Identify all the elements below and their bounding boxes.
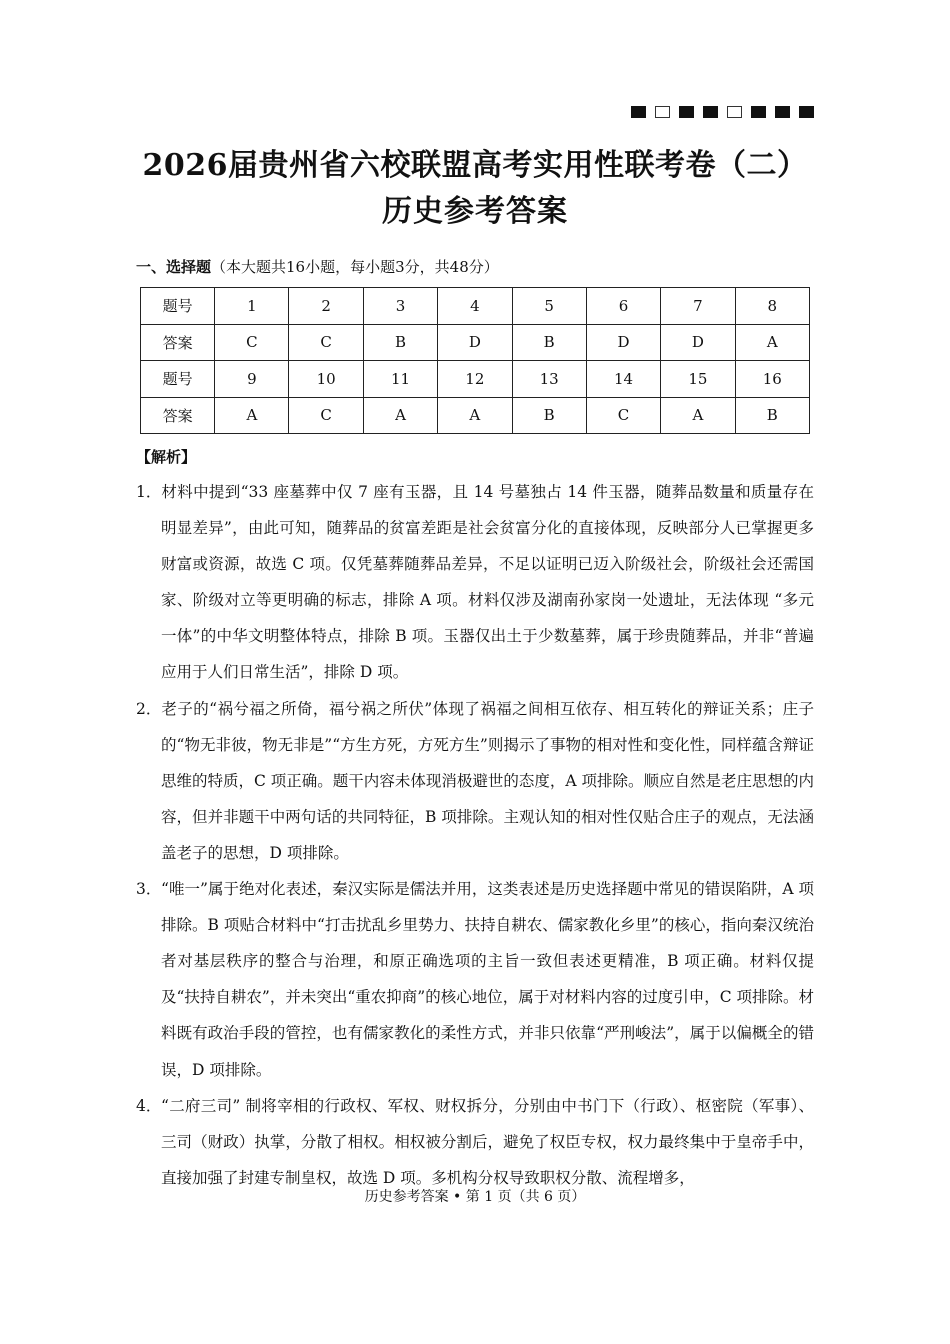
answer-table-cell: B <box>735 397 809 434</box>
filled-square-icon <box>703 106 718 118</box>
answer-table-row-label: 题号 <box>141 288 215 325</box>
answer-table-row-label: 答案 <box>141 397 215 434</box>
answer-table-cell: B <box>512 324 586 361</box>
analysis-item <box>136 871 814 1088</box>
answer-table-row <box>141 288 810 325</box>
answer-table-cell: C <box>586 397 660 434</box>
answer-table-cell: C <box>215 324 289 361</box>
analysis-item-text: 材料中提到“33 座墓葬中仅 7 座有玉器，且 14 号墓独占 14 件玉器，随葬品数量和质量存在明显差异”，由此可知，随葬品的贫富差距是社会贫富分化的直接体现，反映部分人已掌握更多财富或资源，故选 C 项。仅凭墓葬随葬品差异，不足以证明已迈入阶级社会，阶级社会还需国家、阶级对立等更明确的标志，排除 A 项。材料仅涉及湖南孙家岗一处遗址，无法体现 “多元一体”的中华文明整体特点，排除 B 项。玉器仅出土于少数墓葬，属于珍贵随葬品，并非“普遍应用于人们日常生活”，排除 D 项。 <box>161 483 814 682</box>
analysis-item <box>136 691 814 871</box>
filled-square-icon <box>679 106 694 118</box>
answer-table-cell: A <box>438 397 512 434</box>
answer-table-row-label: 答案 <box>141 324 215 361</box>
answer-table-cell: 4 <box>438 288 512 325</box>
answer-table-row <box>141 361 810 398</box>
analysis-item-text: “唯一”属于绝对化表述，秦汉实际是儒法并用，这类表述是历史选择题中常见的错误陷阱，A 项排除。B 项贴合材料中“打击扰乱乡里势力、扶持自耕农、儒家教化乡里”的核心，指向秦汉统治者对基层秩序的整合与治理，和原正确选项的主旨一致但表述更精准，B 项正确。材料仅提及“扶持自耕农”，并未突出“重农抑商”的核心地位，属于对材料内容的过度引申，C 项排除。材料既有政治手段的管控，也有儒家教化的柔性方式，并非只依靠“严刑峻法”，属于以偏概全的错误，D 项排除。 <box>161 880 814 1079</box>
analysis-list <box>136 474 814 1196</box>
section-heading <box>136 256 499 277</box>
answer-table-cell: A <box>215 397 289 434</box>
answer-table-cell: 2 <box>289 288 363 325</box>
answer-table-cell: 1 <box>215 288 289 325</box>
page-title: 历史参考答案 <box>382 194 568 229</box>
analysis-item-number: 2． <box>136 699 162 718</box>
section-heading-label: 一、选择题 <box>136 258 212 276</box>
answer-table-cell: 7 <box>661 288 735 325</box>
answer-table-cell: B <box>363 324 437 361</box>
answer-table-cell: A <box>735 324 809 361</box>
answer-table <box>140 287 810 434</box>
filled-square-icon <box>631 106 646 118</box>
answer-table-cell: 14 <box>586 361 660 398</box>
analysis-item-number: 3． <box>136 880 162 899</box>
filled-square-icon <box>775 106 790 118</box>
answer-table-cell: C <box>289 324 363 361</box>
answer-table-cell: 16 <box>735 361 809 398</box>
answer-table-cell: 11 <box>363 361 437 398</box>
empty-square-icon <box>655 106 670 118</box>
answer-table-cell: D <box>661 324 735 361</box>
analysis-item-text: 老子的“祸兮福之所倚，福兮祸之所伏”体现了祸福之间相互依存、相互转化的辩证关系；庄子的“物无非彼，物无非是”“方生方死，方死方生”则揭示了事物的相对性和变化性，同样蕴含辩证思维的特质，C 项正确。题干内容未体现消极避世的态度，A 项排除。顺应自然是老庄思想的内容，但并非题干中两句话的共同特征，B 项排除。主观认知的相对性仅贴合庄子的观点，无法涵盖老子的思想，D 项排除。 <box>161 699 814 862</box>
answer-table-cell: D <box>438 324 512 361</box>
answer-table-cell: 12 <box>438 361 512 398</box>
answer-table-row <box>141 397 810 434</box>
answer-table-cell: 8 <box>735 288 809 325</box>
section-heading-note: （本大题共16小题，每小题3分，共48分） <box>211 258 499 276</box>
answer-table-row-label: 题号 <box>141 361 215 398</box>
answer-table-cell: A <box>363 397 437 434</box>
answer-table-cell: 15 <box>661 361 735 398</box>
answer-table-cell: 10 <box>289 361 363 398</box>
answer-table-cell: 6 <box>586 288 660 325</box>
exam-title: 2026届贵州省六校联盟高考实用性联考卷（二） <box>142 148 808 183</box>
empty-square-icon <box>727 106 742 118</box>
header-marks <box>631 106 814 118</box>
answer-table-cell: C <box>289 397 363 434</box>
filled-square-icon <box>751 106 766 118</box>
analysis-item-number: 1． <box>136 483 162 501</box>
answer-table-cell: 5 <box>512 288 586 325</box>
analysis-item-text: “二府三司” 制将宰相的行政权、军权、财权拆分，分别由中书门下（行政）、枢密院（军事）、三司（财政）执掌，分散了相权。相权被分割后，避免了权臣专权，权力最终集中于皇帝手中，直接加强了封建专制皇权，故选 D 项。多机构分权导致职权分散、流程增多， <box>161 1096 814 1187</box>
analysis-item-number: 4． <box>136 1096 162 1115</box>
answer-table-cell: A <box>661 397 735 434</box>
answer-table-cell: B <box>512 397 586 434</box>
analysis-heading: 【解析】 <box>136 448 197 466</box>
analysis-item <box>136 1088 814 1196</box>
analysis-item <box>136 474 814 691</box>
answer-table-row <box>141 324 810 361</box>
answer-table-cell: 3 <box>363 288 437 325</box>
page-footer: 历史参考答案 • 第 1 页（共 6 页） <box>364 1189 586 1205</box>
answer-table-cell: D <box>586 324 660 361</box>
filled-square-icon <box>799 106 814 118</box>
answer-table-cell: 9 <box>215 361 289 398</box>
answer-table-cell: 13 <box>512 361 586 398</box>
